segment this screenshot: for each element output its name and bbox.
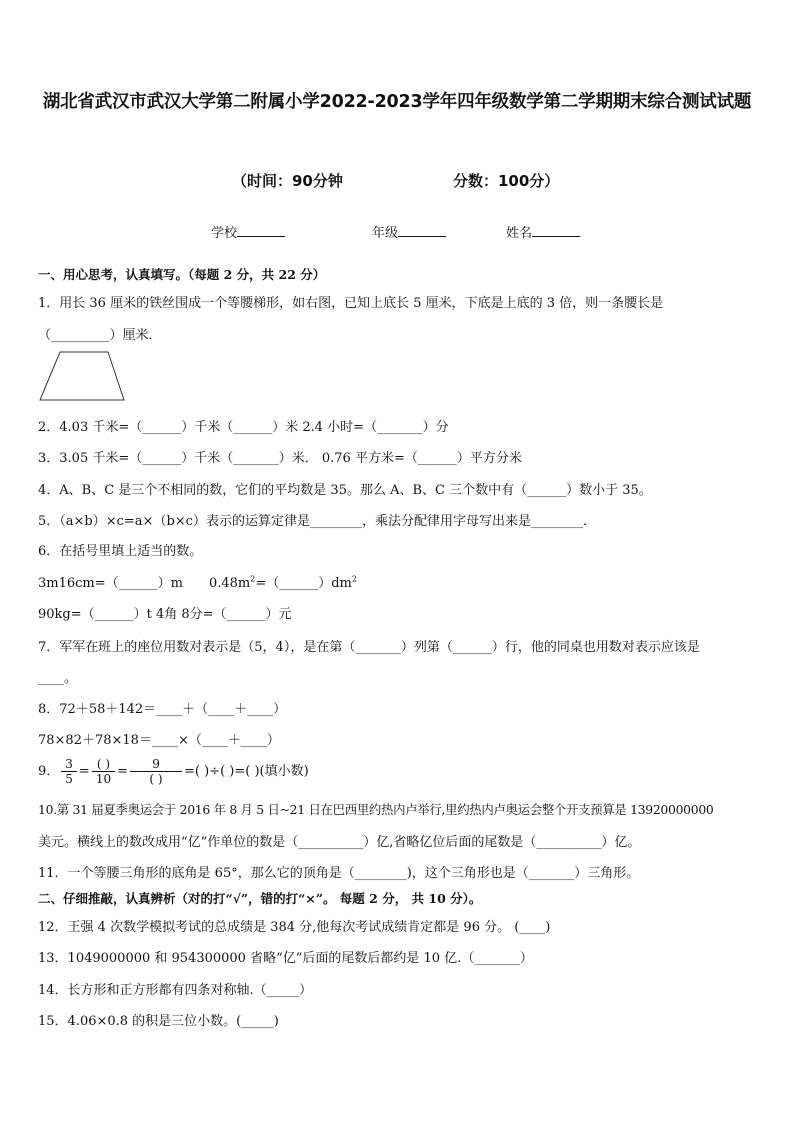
question-1-line-2: （_________）厘米． — [38, 328, 162, 343]
grade-blank[interactable] — [398, 224, 446, 237]
q9-suffix: =( )÷( )=( )(填小数) — [184, 764, 309, 779]
q9-fraction-3 — [130, 757, 182, 786]
question-10-line-1: 10.第 31 届夏季奥运会于 2016 年 8 月 5 日~21 日在巴西里约热内卢举行,里约热内卢奥运会整个开支预算是 13920000000 — [38, 802, 714, 817]
question-6: 6．在括号里填上适当的数。 — [38, 544, 203, 559]
question-10-line-2: 美元。横线上的数改成用“亿”作单位的数是（__________）亿,省略亿位后面的尾数是（__________）亿。 — [38, 835, 641, 850]
question-8-line-2: 78×82＋78×18＝____×（____＋____） — [38, 733, 280, 748]
name-label: 姓名 — [506, 226, 533, 241]
question-12: 12．王强 4 次数学模拟考试的总成绩是 384 分,他每次考试成绩肯定都是 96 分。 (____) — [38, 920, 551, 935]
name-field[interactable] — [506, 222, 580, 241]
trapezoid-figure — [38, 350, 128, 402]
question-8-line-1: 8．72＋58＋142＝____＋（____＋____） — [38, 702, 287, 717]
school-field[interactable] — [211, 222, 285, 241]
question-4: 4．A、B、C 是三个不相同的数，它们的平均数是 35。那么 A、B、C 三个数中有（______）数小于 35。 — [38, 483, 652, 498]
question-15: 15．4.06×0.8 的积是三位小数。(_____) — [38, 1014, 279, 1029]
q9-f3-denominator: ( ) — [149, 772, 163, 786]
time-label: （时间：90分钟 — [232, 172, 343, 190]
section-heading-2: 二、仔细推敲，认真辨析（对的打“√”，错的打“×”。 每题 2 分， 共 10 分）。 — [38, 891, 482, 906]
question-9 — [38, 757, 309, 786]
question-5: 5．（a×b）×c=a×（b×c）表示的运算定律是________，乘法分配律用字母写出来是________． — [38, 514, 596, 529]
q9-prefix: 9． — [38, 764, 60, 779]
question-1-line-1: 1．用长 36 厘米的铁丝围成一个等腰梯形，如右图，已知上底长 5 厘米，下底是上底的 3 倍，则一条腰长是 — [38, 296, 664, 311]
question-6-row-2: 90kg=（______）t 4角 8分=（______）元 — [38, 607, 292, 622]
question-11: 11．一个等腰三角形的底角是 65°，那么它的顶角是（________)，这个三角形也是（_______）三角形。 — [38, 866, 640, 881]
q9-f2-numerator: ( ) — [92, 757, 115, 772]
question-6-row-1 — [38, 572, 357, 591]
question-2: 2．4.03 千米=（______）千米（______）米 2.4 小时=（_______）分 — [38, 420, 449, 435]
question-3: 3．3.05 千米=（______）千米（_______）米． 0.76 平方米=（______）平方分米 — [38, 451, 522, 466]
grade-field[interactable] — [372, 222, 446, 241]
name-blank[interactable] — [532, 224, 580, 237]
q9-fraction-1 — [61, 757, 77, 786]
question-14: 14．长方形和正方形都有四条对称轴.（_____） — [38, 983, 313, 998]
q6-item-a: 3m16cm=（______）m — [38, 576, 183, 591]
q9-f2-denominator: 10 — [95, 772, 112, 786]
q6-item-b-unit-sup: 2 — [351, 574, 357, 584]
q9-equals-2: = — [117, 764, 129, 779]
page-title: 湖北省武汉市武汉大学第二附属小学2022-2023学年四年级数学第二学期期末综合测试试题 — [42, 92, 752, 112]
school-label: 学校 — [211, 226, 238, 241]
q6-item-b-rest: =（______）dm — [255, 576, 352, 591]
q6-item-b-sup: 2 — [250, 574, 256, 584]
school-blank[interactable] — [237, 224, 285, 237]
question-13: 13．1049000000 和 954300000 省略“亿”后面的尾数后都约是 10 亿.（_______） — [38, 951, 533, 966]
q9-equals-1: = — [78, 764, 90, 779]
score-label: 分数：100分） — [453, 172, 560, 190]
q6-item-b-value: 0.48m — [208, 576, 251, 591]
q9-fraction-2 — [92, 757, 115, 786]
q9-f3-numerator: 9 — [130, 757, 182, 772]
question-7-line-2: ____。 — [38, 671, 78, 686]
q9-f1-denominator: 5 — [65, 772, 73, 786]
q9-f1-numerator: 3 — [61, 757, 77, 772]
student-info — [0, 222, 794, 242]
section-heading-1: 一、用心思考，认真填写。（每题 2 分，共 22 分） — [38, 267, 326, 282]
exam-meta — [0, 170, 794, 194]
question-7-line-1: 7．军军在班上的座位用数对表示是（5，4），是在第（_______）列第（______）行，他的同桌也用数对表示应该是 — [38, 640, 700, 655]
grade-label: 年级 — [372, 226, 399, 241]
